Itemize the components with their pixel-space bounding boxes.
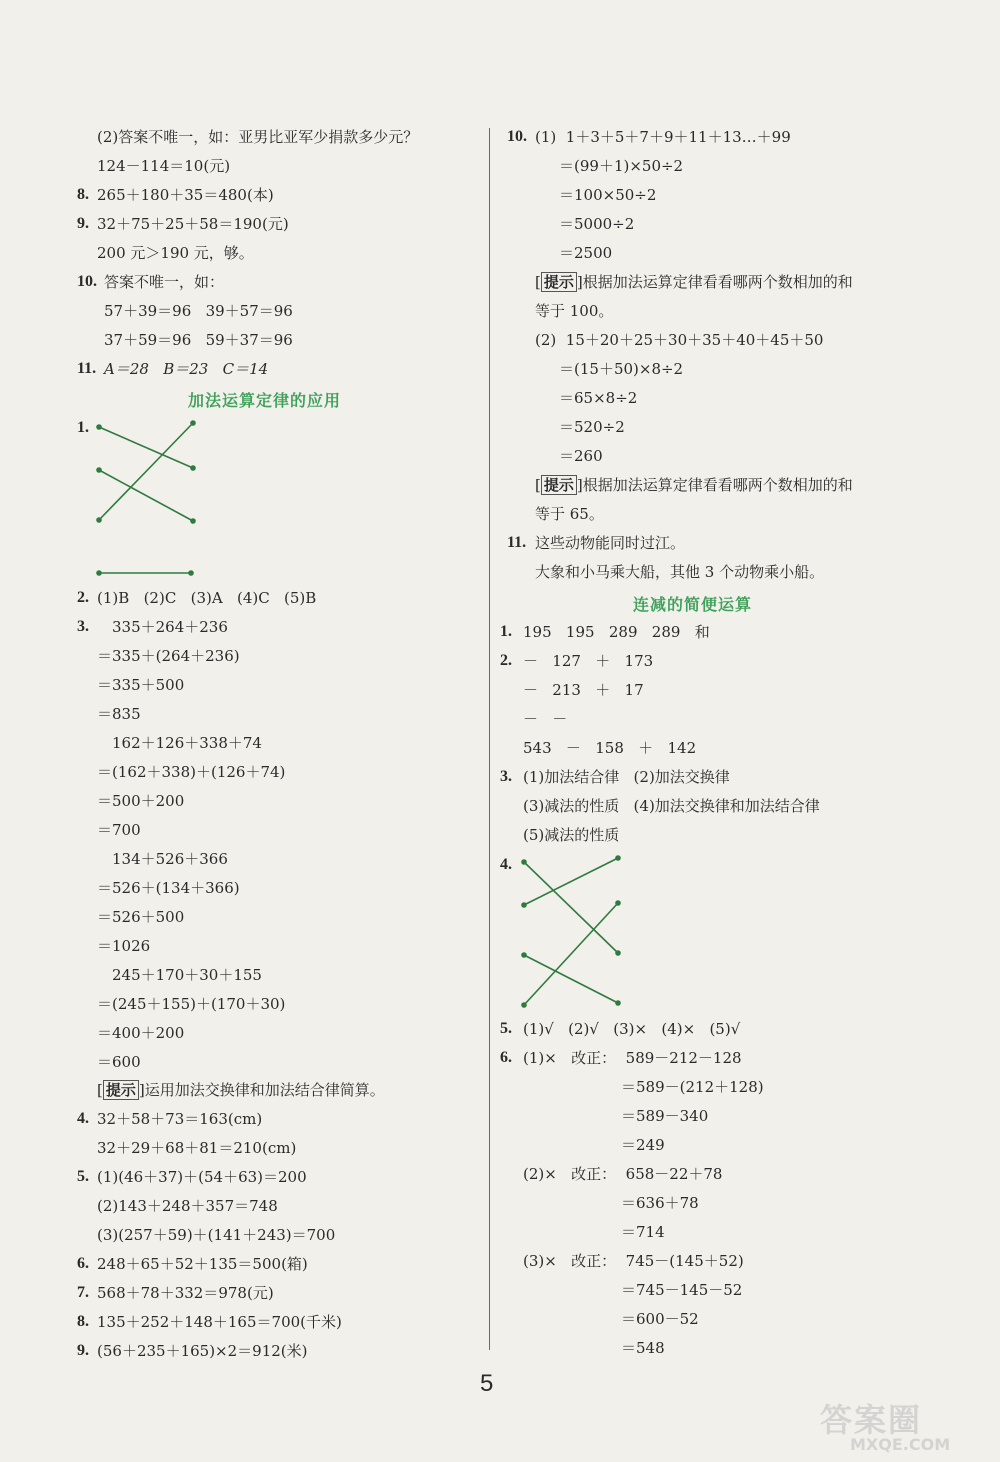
hint-tag: 提示 [541,475,577,495]
calc-line: ＝548 [621,1339,665,1357]
calc-line: ＝714 [621,1223,665,1241]
calc-line: ＝(99＋1)×50÷2 [559,157,684,175]
page-number: 5 [480,1370,494,1397]
question-number: 5. [77,1168,89,1185]
calc-line: ＝526＋(134＋366) [97,879,240,897]
answer-line: 32＋75＋25＋58＝190(元) [97,215,289,233]
answer-line: 这些动物能同时过江。 [535,534,686,552]
calc-line: ＝636＋78 [621,1194,699,1212]
calc-line: 162＋126＋338＋74 [112,734,262,752]
answer-line: (2)143＋248＋357＝748 [97,1197,278,1215]
answer-line: － 213 ＋ 17 [523,681,644,699]
calc-line: ＝745－145－52 [621,1281,743,1299]
calc-line: ＝526＋500 [97,908,185,926]
answer-line: 124－114＝10(元) [97,157,231,175]
question-number: 8. [77,1313,89,1330]
calc-line: 245＋170＋30＋155 [112,966,262,984]
answer-line: (1)(46＋37)＋(54＋63)＝200 [97,1168,307,1186]
hint-line: [ 提示 ]根据加法运算定律看看哪两个数相加的和 [535,273,853,291]
question-number: 5. [500,1020,512,1037]
question-number: 1. [77,419,89,436]
matching-lines-diagram [90,415,210,580]
hint-tag: 提示 [541,272,577,292]
question-number: 6. [500,1049,512,1066]
calc-line: ＝1026 [97,937,151,955]
question-number: 1. [500,623,512,640]
hint-line: 等于 65。 [535,505,604,523]
calc-line: 134＋526＋366 [112,850,228,868]
question-number: 11. [77,360,97,377]
question-number: 2. [500,652,512,669]
calc-line: ＝(245＋155)＋(170＋30) [97,995,286,1013]
calc-line: (1)× 改正： 589－212－128 [523,1049,742,1067]
answer-line: 57＋39＝96 39＋57＝96 [104,302,293,320]
calc-line: ＝589－340 [621,1107,709,1125]
calc-line: (1) 1＋3＋5＋7＋9＋11＋13…＋99 [535,128,791,146]
hint-line: 等于 100。 [535,302,614,320]
answer-line: 大象和小马乘大船，其他 3 个动物乘小船。 [535,563,825,581]
calc-line: ＝5000÷2 [559,215,635,233]
answer-line: (5)减法的性质 [523,826,620,844]
calc-line: 335＋264＋236 [112,618,228,636]
answer-line: 248＋65＋52＋135＝500(箱) [97,1255,308,1273]
calc-line: ＝(15＋50)×8÷2 [559,360,684,378]
calc-line: ＝520÷2 [559,418,625,436]
answer-line: 265＋180＋35＝480(本) [97,186,274,204]
watermark-text: 答案圈 [820,1401,923,1439]
answer-line: (3)(257＋59)＋(141＋243)＝700 [97,1226,336,1244]
answer-line: 答案不唯一，如： [104,273,225,291]
hint-text: 根据加法运算定律看看哪两个数相加的和 [582,273,853,291]
answer-line: 135＋252＋148＋165＝700(千米) [97,1313,342,1331]
calc-line: ＝589－(212＋128) [621,1078,764,1096]
calc-line: ＝835 [97,705,141,723]
calc-line: ＝(162＋338)＋(126＋74) [97,763,286,781]
calc-line: ＝2500 [559,244,613,262]
question-number: 9. [77,215,89,232]
calc-line: (3)× 改正： 745－(145＋52) [523,1252,744,1270]
question-number: 4. [500,856,512,873]
calc-line: ＝249 [621,1136,665,1154]
answer-line: － － [523,710,568,728]
calc-line: ＝600 [97,1053,141,1071]
answer-line: (1)B (2)C (3)A (4)C (5)B [97,589,317,607]
watermark-url: MXQE.COM [850,1435,951,1454]
question-number: 9. [77,1342,89,1359]
watermark-logo [820,1395,990,1457]
question-number: 10. [507,128,527,145]
calc-line: ＝260 [559,447,603,465]
answer-line: (56＋235＋165)×2＝912(米) [97,1342,308,1360]
calc-line: (2)× 改正： 658－22＋78 [523,1165,723,1183]
hint-tag: 提示 [103,1080,139,1100]
matching-lines-diagram [515,850,635,1015]
hint-line: [ 提示 ]运用加法交换律和加法结合律简算。 [97,1081,385,1099]
matching-lines [97,421,195,575]
calc-line: ＝700 [97,821,141,839]
answer-line: 200 元＞190 元，够。 [97,244,254,262]
hint-line: [ 提示 ]根据加法运算定律看看哪两个数相加的和 [535,476,853,494]
calc-line: ＝100×50÷2 [559,186,657,204]
calc-line: ＝600－52 [621,1310,699,1328]
section-heading: 加法运算定律的应用 [188,391,342,410]
question-number: 10. [77,273,97,290]
question-number: 3. [500,768,512,785]
calc-line: ＝500＋200 [97,792,185,810]
matching-lines [522,856,620,1007]
question-number: 8. [77,186,89,203]
section-heading: 连减的简便运算 [633,595,753,614]
answer-line: A＝28 B＝23 C＝14 [104,360,269,378]
answer-line: 32＋29＋68＋81＝210(cm) [97,1139,297,1157]
question-number: 4. [77,1110,89,1127]
column-divider [489,128,490,1350]
hint-text: 根据加法运算定律看看哪两个数相加的和 [582,476,853,494]
question-number: 7. [77,1284,89,1301]
hint-text: 运用加法交换律和加法结合律简算。 [144,1081,385,1099]
calc-line: ＝65×8÷2 [559,389,638,407]
answer-line: (3)减法的性质 (4)加法交换律和加法结合律 [523,797,820,815]
answer-line: (1)√ (2)√ (3)× (4)× (5)√ [523,1020,741,1038]
calc-line: (2) 15＋20＋25＋30＋35＋40＋45＋50 [535,331,824,349]
answer-line: 37＋59＝96 59＋37＝96 [104,331,293,349]
answer-line: － 127 ＋ 173 [523,652,654,670]
answer-line: 568＋78＋332＝978(元) [97,1284,274,1302]
calc-line: ＝335＋(264＋236) [97,647,240,665]
answer-line: (1)加法结合律 (2)加法交换律 [523,768,730,786]
answer-line: (2)答案不唯一，如：亚男比亚军少捐款多少元？ [97,128,419,146]
calc-line: ＝400＋200 [97,1024,185,1042]
question-number: 6. [77,1255,89,1272]
answer-line: 32＋58＋73＝163(cm) [97,1110,263,1128]
calc-line: ＝335＋500 [97,676,185,694]
question-number: 11. [507,534,527,551]
question-number: 3. [77,618,89,635]
answer-line: 543 － 158 ＋ 142 [523,739,697,757]
answer-line: 195 195 289 289 和 [523,623,710,641]
question-number: 2. [77,589,89,606]
